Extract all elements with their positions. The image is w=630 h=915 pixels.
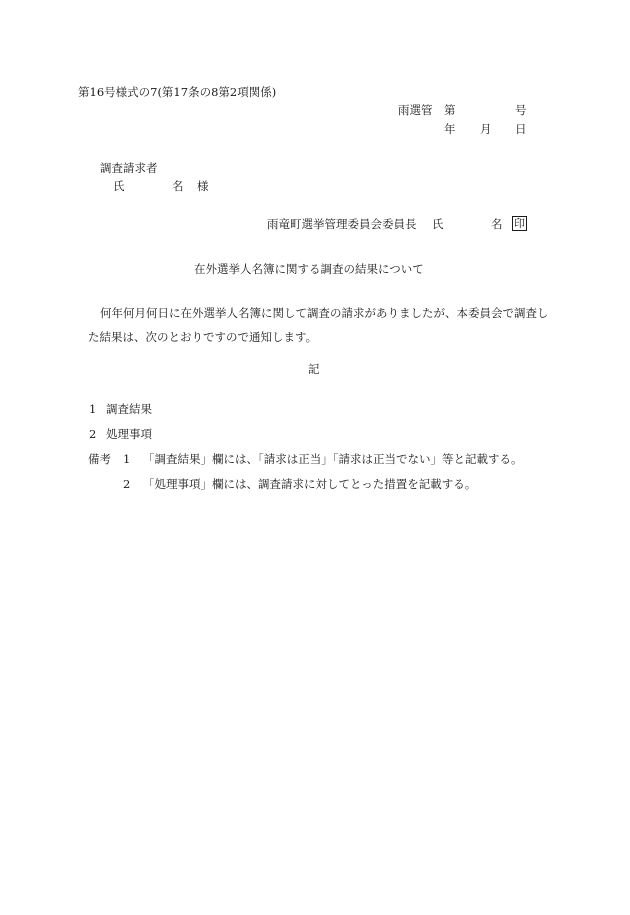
- addressee-honorific: 様: [197, 179, 209, 193]
- note-text: 「処理事項」欄には、調査請求に対してとった措置を記載する。: [143, 477, 477, 491]
- item-number: 2: [89, 427, 97, 441]
- addressee-mei: 名: [172, 179, 184, 193]
- date-month: 月: [480, 122, 492, 136]
- number-prefix: 第: [444, 103, 456, 117]
- sender-shi: 氏: [432, 217, 444, 231]
- seal-text: 印: [514, 217, 525, 230]
- item-text: 調査結果: [106, 402, 152, 416]
- date-day: 日: [515, 122, 527, 136]
- item-number: 1: [89, 402, 97, 416]
- number-suffix: 号: [515, 103, 527, 117]
- sender-title: 雨竜町選挙管理委員会委員長: [267, 217, 417, 231]
- office-abbrev: 雨選管: [398, 103, 433, 117]
- date-year: 年: [444, 122, 456, 136]
- note-number: 1: [123, 452, 131, 466]
- addressee-shi: 氏: [113, 179, 125, 193]
- form-number: 第16号様式の7(第17条の8第2項関係): [78, 85, 277, 99]
- item-text: 処理事項: [106, 427, 152, 441]
- body-paragraph: 何年何月何日に在外選挙人名簿に関して調査の請求がありましたが、本委員会で調査した結果は、次のとおりですので通知します。: [88, 306, 549, 344]
- document-subject: 在外選挙人名簿に関する調査の結果について: [194, 262, 424, 276]
- addressee-label: 調査請求者: [100, 161, 158, 175]
- note-text: 「調査結果」欄には、「請求は正当」「請求は正当でない」等と記載する。: [143, 452, 523, 466]
- note-number: 2: [123, 477, 131, 491]
- seal-mark: [512, 216, 527, 231]
- ki-heading: 記: [308, 362, 320, 376]
- remarks-label: 備考: [88, 452, 111, 466]
- sender-mei: 名: [491, 217, 503, 231]
